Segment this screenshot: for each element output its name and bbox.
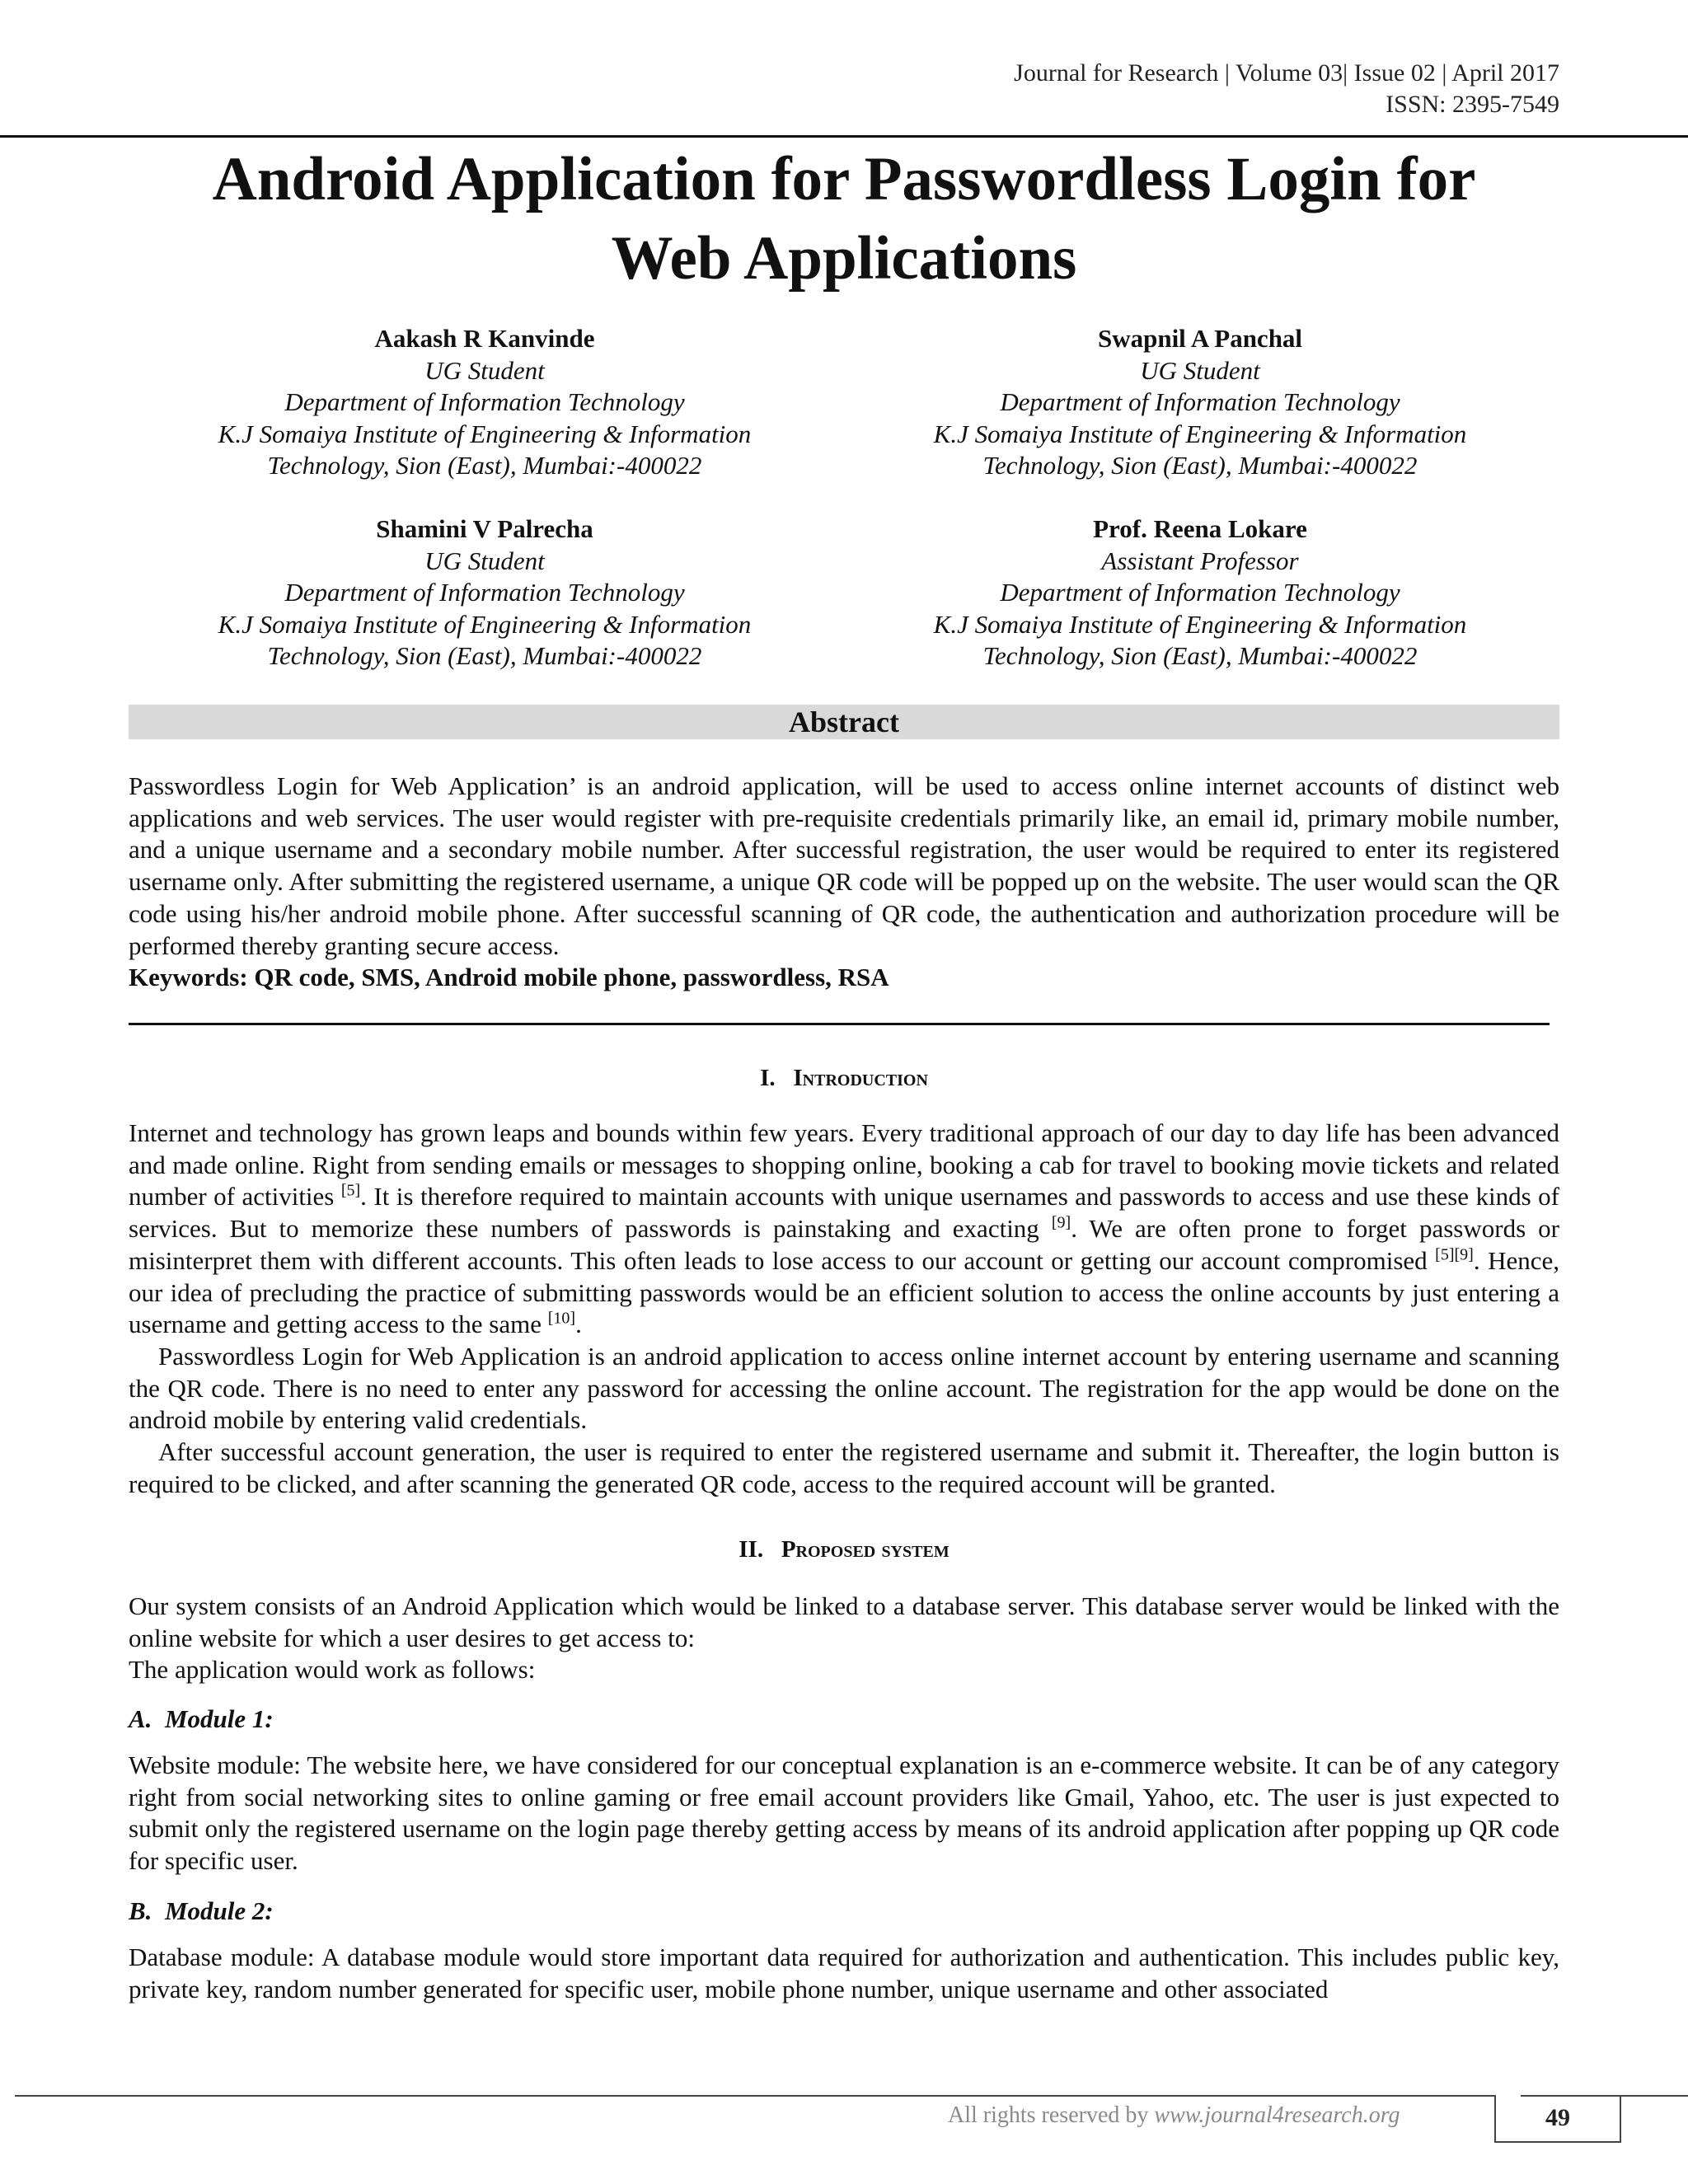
section-heading-proposed-system bbox=[129, 1535, 1559, 1564]
author-affiliation: K.J Somaiya Institute of Engineering & Information bbox=[933, 609, 1467, 639]
text-run: . Hence, our idea of precluding the practice of submitting passwords would be an efficient solution to access the online accounts by just entering a username and getting access to the same bbox=[129, 1245, 1559, 1339]
author-name: Aakash R Kanvinde bbox=[374, 324, 595, 353]
footer-copyright bbox=[948, 2102, 1400, 2130]
abstract-body bbox=[129, 771, 1559, 994]
section-heading-introduction bbox=[129, 1063, 1559, 1093]
footer-url: www.journal4research.org bbox=[1154, 2102, 1400, 2128]
paper-title bbox=[82, 140, 1606, 298]
author-affiliation: K.J Somaiya Institute of Engineering & Information bbox=[218, 419, 752, 448]
author-affiliation: K.J Somaiya Institute of Engineering & Information bbox=[933, 419, 1467, 448]
introduction-body bbox=[129, 1118, 1559, 1500]
text-run: Internet and technology has grown leaps and bounds within few years. Every traditional approach of our day to day life has been advanced and made online. Right from sending emails or messages to shopping online, booking a cab for travel to booking movie tickets and related number of activities bbox=[129, 1118, 1559, 1212]
page-number: 49 bbox=[1545, 2104, 1570, 2131]
subheading-letter: B. bbox=[129, 1896, 152, 1925]
footer-rights-text: All rights reserved by bbox=[948, 2102, 1155, 2128]
section-number: I. bbox=[760, 1065, 776, 1091]
author-department: Department of Information Technology bbox=[1000, 387, 1400, 416]
citation: [10] bbox=[547, 1309, 576, 1328]
module-1-text: Website module: The website here, we have considered for our conceptual explanation is an e-commerce website. It can be of any category right from social networking sites to online gaming or free email account providers like Gmail, Yahoo, etc. The user is just expected to submit only the registered username on the login page thereby getting access by means of its android application after popping up QR code for specific user. bbox=[129, 1750, 1559, 1876]
page-box-right-edge bbox=[1620, 2095, 1621, 2143]
subheading-module-2 bbox=[129, 1896, 274, 1927]
module-1-body bbox=[129, 1750, 1559, 1877]
subheading-title: Module 1: bbox=[164, 1704, 274, 1733]
header-rule bbox=[0, 135, 1688, 138]
module-2-body bbox=[129, 1942, 1559, 2005]
author-department: Department of Information Technology bbox=[284, 578, 685, 607]
author-name: Shamini V Palrecha bbox=[376, 514, 593, 543]
introduction-paragraph-3: After successful account generation, the user is required to enter the registered username and submit it. Thereafter, the login button is required to be clicked, and after scanning the generated QR code, access to the required account will be granted. bbox=[129, 1437, 1559, 1498]
introduction-paragraph-2: Passwordless Login for Web Application is an android application to access online internet account by entering username and scanning the QR code. There is no need to enter any password for accessing the online account. The registration for the app would be done on the android mobile by entering valid credentials. bbox=[129, 1341, 1559, 1435]
abstract-separator-rule bbox=[129, 1023, 1550, 1025]
journal-volume-line: Journal for Research | Volume 03| Issue 02 | April 2017 bbox=[1014, 59, 1559, 87]
section-title: Introduction bbox=[793, 1065, 928, 1091]
abstract-heading: Abstract bbox=[789, 705, 899, 738]
proposed-system-paragraph-2: The application would work as follows: bbox=[129, 1655, 536, 1685]
subheading-title: Module 2: bbox=[164, 1896, 274, 1925]
title-line-1: Android Application for Passwordless Login for bbox=[212, 145, 1476, 213]
subheading-letter: A. bbox=[129, 1704, 152, 1733]
author-address: Technology, Sion (East), Mumbai:-400022 bbox=[982, 641, 1418, 670]
author-address: Technology, Sion (East), Mumbai:-400022 bbox=[267, 641, 702, 670]
text-run: . bbox=[575, 1310, 582, 1339]
author-block-3 bbox=[147, 513, 823, 673]
author-department: Department of Information Technology bbox=[284, 387, 685, 416]
author-name: Prof. Reena Lokare bbox=[1093, 514, 1307, 543]
author-role: UG Student bbox=[1140, 355, 1260, 385]
section-number: II. bbox=[738, 1536, 764, 1563]
author-role: UG Student bbox=[424, 355, 545, 385]
title-line-2: Web Applications bbox=[611, 224, 1077, 293]
author-block-1 bbox=[147, 323, 823, 482]
journal-header bbox=[1014, 58, 1559, 120]
author-affiliation: K.J Somaiya Institute of Engineering & Information bbox=[218, 609, 752, 639]
footer-rule-right bbox=[1521, 2095, 1688, 2097]
author-name: Swapnil A Panchal bbox=[1097, 324, 1303, 353]
author-address: Technology, Sion (East), Mumbai:-400022 bbox=[267, 451, 702, 480]
subheading-module-1 bbox=[129, 1704, 274, 1735]
introduction-paragraph-1 bbox=[129, 1118, 1559, 1341]
author-address: Technology, Sion (East), Mumbai:-400022 bbox=[982, 451, 1418, 480]
citation: [5] bbox=[340, 1182, 361, 1201]
proposed-system-body bbox=[129, 1591, 1559, 1686]
author-role: Assistant Professor bbox=[1101, 546, 1299, 575]
author-block-4 bbox=[862, 513, 1538, 673]
text-run: . It is therefore required to maintain accounts with unique usernames and passwords to access and use these kinds of services. But to memorize these numbers of passwords is painstaking and exacting bbox=[129, 1182, 1559, 1244]
citation: [9] bbox=[1051, 1213, 1071, 1232]
author-role: UG Student bbox=[424, 546, 545, 575]
section-title: Proposed system bbox=[781, 1536, 950, 1563]
author-block-2 bbox=[862, 323, 1538, 482]
abstract-text: Passwordless Login for Web Application’ is an android application, will be used to access online internet accounts of distinct web applications and web services. The user would register with pre-requisite credentials primarily like, an email id, primary mobile number, and a unique username and a secondary mobile number. After successful registration, the user would be required to enter its registered username only. After submitting the registered username, a unique QR code will be popped up on the website. The user would scan the QR code using his/her android mobile phone. After successful scanning of QR code, the authentication and authorization procedure will be performed thereby granting secure access. bbox=[129, 771, 1559, 960]
page-box-bottom-edge bbox=[1494, 2141, 1621, 2143]
author-department: Department of Information Technology bbox=[1000, 578, 1400, 607]
text-run: . We are often prone to forget passwords or misinterpret them with different accounts. This often leads to lose access to our account or getting our account compromised bbox=[129, 1214, 1560, 1275]
module-2-text: Database module: A database module would store important data required for authorization and authentication. This includes public key, private key, random number generated for specific user, mobile phone number, unique username and other associated bbox=[129, 1943, 1559, 2004]
footer-rule-left bbox=[15, 2095, 1494, 2097]
issn-line: ISSN: 2395-7549 bbox=[1386, 91, 1559, 118]
keywords-line: Keywords: QR code, SMS, Android mobile phone, passwordless, RSA bbox=[129, 963, 889, 992]
proposed-system-paragraph-1: Our system consists of an Android Application which would be linked to a database server. This database server would be linked with the online website for which a user desires to get access to: bbox=[129, 1591, 1559, 1652]
citation: [5][9] bbox=[1435, 1245, 1474, 1264]
